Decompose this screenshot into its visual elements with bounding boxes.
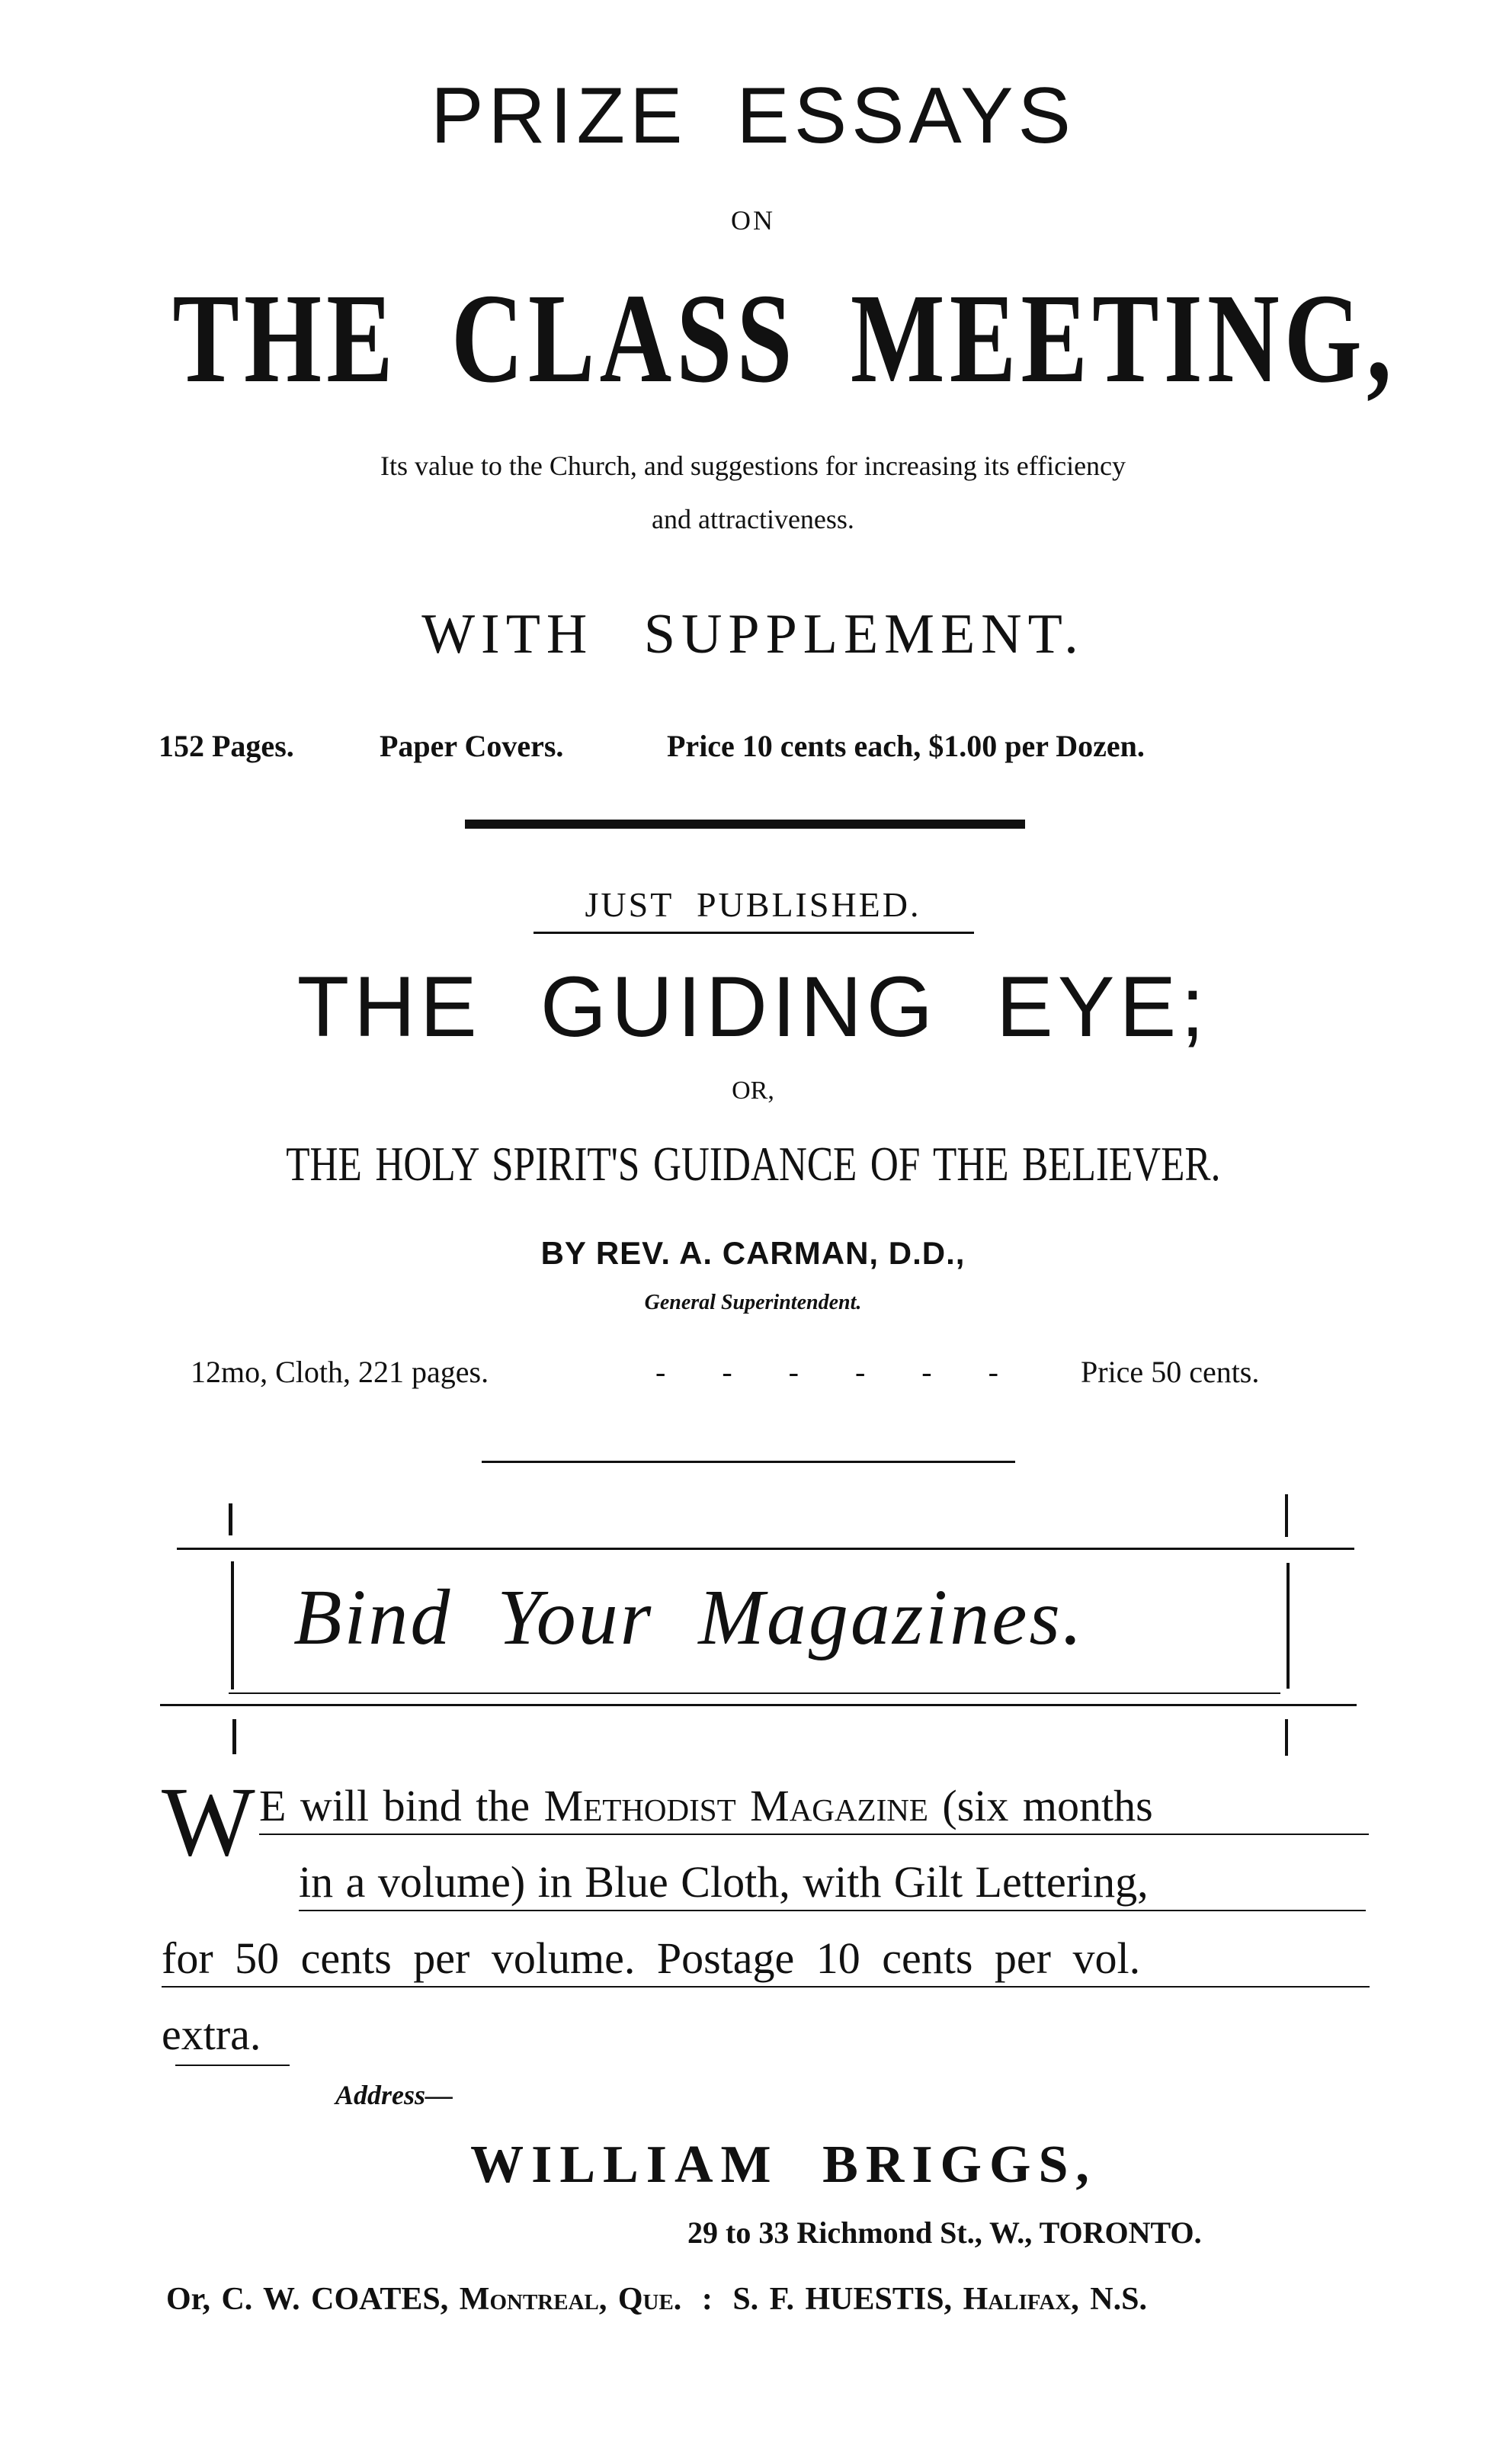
publisher-name: WILLIAM BRIGGS, <box>470 2135 1097 2194</box>
agent-coates: C. W. COATES, <box>221 2282 449 2317</box>
box-bottom-rule <box>160 1704 1357 1706</box>
with-supplement: WITH SUPPLEMENT. <box>421 603 1085 666</box>
line-2-rule <box>299 1910 1366 1911</box>
bind-text-line-1a: E will bind the <box>259 1781 544 1830</box>
guiding-eye-title: THE GUIDING EYE; <box>296 959 1210 1054</box>
line-1-rule <box>259 1834 1369 1835</box>
agent-huestis-city: Halifax, N.S. <box>963 2282 1147 2317</box>
bind-text-line-3: for 50 cents per volume. Postage 10 cents per vol. <box>162 1933 1141 1983</box>
agents-separator: : <box>701 2282 713 2317</box>
publisher-address: 29 to 33 Richmond St., W., TORONTO. <box>687 2215 1202 2250</box>
bind-magazines-heading: Bind Your Magazines. <box>293 1574 1085 1661</box>
agents-line <box>166 2281 1147 2318</box>
bind-text-line-1c: (six months <box>928 1781 1153 1830</box>
box-left-post-bottom <box>232 1719 236 1754</box>
guiding-eye-subtitle-text: THE HOLY SPIRIT'S GUIDANCE OF THE BELIEVER. <box>285 1137 1221 1191</box>
prize-covers: Paper Covers. <box>380 729 564 763</box>
drop-cap: W <box>162 1767 255 1877</box>
class-meeting-heading-text: THE CLASS MEETING, <box>172 268 1397 409</box>
on-label: ON <box>731 205 775 236</box>
class-meeting-description-2: and attractiveness. <box>652 504 854 534</box>
just-published: JUST PUBLISHED. <box>585 885 921 924</box>
book-format: 12mo, Cloth, 221 pages. <box>191 1355 489 1389</box>
box-right-post-bottom <box>1285 1719 1288 1756</box>
or-label: OR, <box>732 1076 774 1105</box>
box-right-post-top <box>1285 1494 1288 1537</box>
dash-leader: - - - - - - <box>655 1355 1012 1389</box>
methodist-magazine-name: Methodist Magazine <box>543 1781 928 1830</box>
class-meeting-description-1: Its value to the Church, and suggestions for increasing its efficiency <box>380 451 1126 481</box>
box-inner-bottom-rule <box>229 1692 1280 1694</box>
box-left-post <box>231 1561 234 1689</box>
box-right-post <box>1287 1563 1290 1689</box>
prize-price: Price 10 cents each, $1.00 per Dozen. <box>667 729 1145 763</box>
just-published-underline <box>534 932 974 934</box>
section-divider-thick <box>465 820 1025 829</box>
prize-essays-title: PRIZE ESSAYS <box>431 72 1075 160</box>
box-top-rule <box>177 1548 1354 1550</box>
bind-text-line-1 <box>259 1780 1153 1831</box>
author-line: BY REV. A. CARMAN, D.D., <box>540 1235 966 1271</box>
author-role: General Superintendent. <box>644 1291 862 1314</box>
line-3-rule <box>162 1986 1370 1988</box>
line-4-rule <box>175 2065 290 2066</box>
address-label: Address— <box>335 2080 453 2110</box>
agent-huestis: S. F. HUESTIS, <box>732 2282 953 2317</box>
class-meeting-heading <box>0 268 1506 409</box>
agent-coates-city: Montreal, Que. <box>459 2282 682 2317</box>
book-price: Price 50 cents. <box>1081 1355 1260 1389</box>
guiding-eye-subtitle <box>0 1136 1506 1192</box>
box-left-post-top <box>229 1503 232 1535</box>
bind-text-line-4: extra. <box>162 2010 261 2059</box>
prize-pages: 152 Pages. <box>159 729 294 763</box>
or-prefix: Or, <box>166 2282 210 2317</box>
section-divider-thin <box>482 1461 1015 1463</box>
bind-text-line-2: in a volume) in Blue Cloth, with Gilt Lettering, <box>299 1857 1149 1907</box>
